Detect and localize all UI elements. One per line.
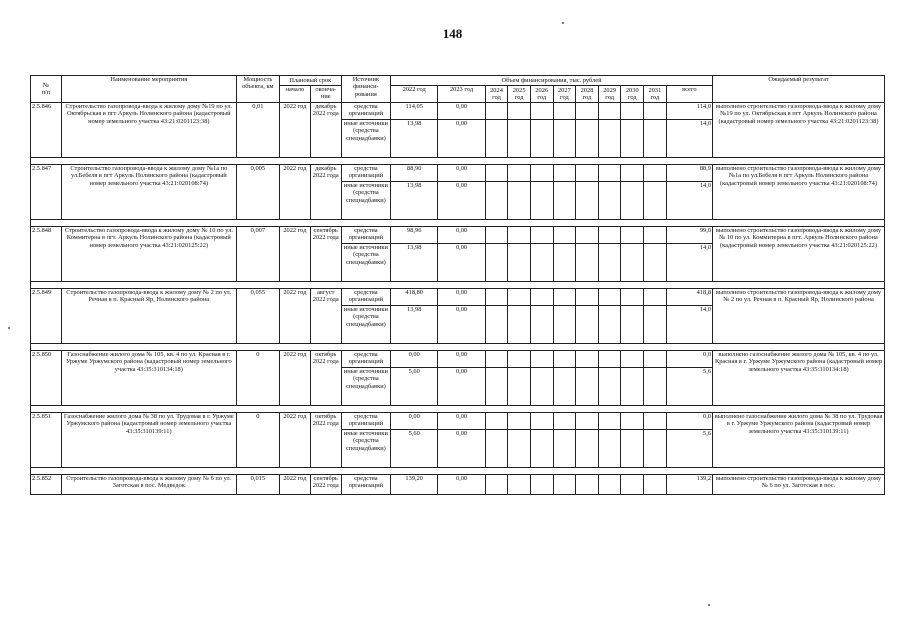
- row-name: Газоснабжение жилого дома № 38 по ул. Трудовая в г. Уржуме Уржумского района (кадастровый номер земельного участка 43:35:310139:11): [61, 413, 236, 468]
- row-result: выполнено строительство газопровода-ввода к жилому дому № 6 по ул. Заготская в пос.: [713, 475, 885, 495]
- row-amount-2022: 13,98: [391, 182, 438, 220]
- row-capacity: 0,055: [236, 289, 279, 344]
- row-end: август 2022 года: [310, 289, 341, 344]
- row-amount-empty: [621, 368, 644, 406]
- row-amount-2023: 0,00: [438, 182, 485, 220]
- row-amount-empty: [553, 244, 576, 282]
- header-year-2022: 2022 год: [391, 86, 438, 103]
- row-total: 14,0: [666, 306, 712, 344]
- row-amount-empty: [485, 368, 508, 406]
- row-amount-empty: [576, 244, 599, 282]
- row-amount-2022: 0,00: [391, 351, 438, 368]
- row-amount-2022: 5,60: [391, 368, 438, 406]
- row-amount-empty: [576, 368, 599, 406]
- row-name: Строительство газопровода-ввода к жилому дому № 10 по ул. Коммитерна в пгт. Аркуль Нолинского района (кадастровый номер земельного участка 43:21:020125:22): [61, 227, 236, 282]
- row-amount-empty: [485, 227, 508, 244]
- row-amount-empty: [621, 227, 644, 244]
- row-source-other: иные источники (средства спецнадбавки): [341, 368, 390, 406]
- row-amount-empty: [485, 413, 508, 430]
- row-amount-empty: [644, 289, 667, 306]
- header-year-2026: 2026 год: [530, 86, 553, 103]
- row-num: 2.5.851: [31, 413, 62, 468]
- row-amount-empty: [621, 103, 644, 120]
- table-row: [31, 413, 885, 430]
- row-amount-2023: 0,00: [438, 227, 485, 244]
- row-total: 14,0: [666, 182, 712, 220]
- row-amount-empty: [644, 351, 667, 368]
- row-amount-empty: [598, 289, 621, 306]
- row-amount-2022: 13,98: [391, 244, 438, 282]
- row-amount-empty: [530, 351, 553, 368]
- row-total: 139,2: [666, 475, 712, 495]
- row-amount-empty: [576, 227, 599, 244]
- row-amount-empty: [576, 430, 599, 468]
- row-total: 5,6: [666, 430, 712, 468]
- row-amount-empty: [553, 306, 576, 344]
- row-capacity: 0,007: [236, 227, 279, 282]
- row-amount-empty: [598, 413, 621, 430]
- row-amount-2022: 139,20: [391, 475, 438, 495]
- row-amount-empty: [485, 165, 508, 182]
- row-num: 2.5.850: [31, 351, 62, 406]
- row-total: 14,0: [666, 120, 712, 158]
- scan-speck: [8, 327, 10, 329]
- row-result: выполнено строительство газопровода-ввода к жилому дому № 10 по ул. Коммитерна в пгт. Аркуль Нолинского района (кадастровый номер земельного участка 43:21:020125:22): [713, 227, 885, 282]
- row-gap: [31, 158, 885, 165]
- row-amount-empty: [530, 430, 553, 468]
- row-amount-empty: [576, 306, 599, 344]
- row-result: выполнено строительство газопровода-ввода к жилому дому № 2 по ул. Речная в п. Красный Яр, Нолинского района: [713, 289, 885, 344]
- row-amount-empty: [598, 475, 621, 495]
- header-term: Плановый срок: [279, 76, 341, 86]
- row-amount-empty: [485, 289, 508, 306]
- row-amount-empty: [553, 182, 576, 220]
- row-amount-empty: [530, 289, 553, 306]
- row-start: 2022 год: [279, 413, 310, 468]
- row-amount-empty: [485, 430, 508, 468]
- row-source-other: иные источники (средства спецнадбавки): [341, 120, 390, 158]
- row-amount-2022: 88,90: [391, 165, 438, 182]
- row-amount-empty: [530, 227, 553, 244]
- row-amount-empty: [508, 306, 531, 344]
- row-amount-empty: [576, 120, 599, 158]
- row-num: 2.5.847: [31, 165, 62, 220]
- row-amount-empty: [553, 103, 576, 120]
- row-end: декабрь 2022 года: [310, 165, 341, 220]
- header-year-2025: 2025 год: [508, 86, 531, 103]
- row-amount-empty: [485, 351, 508, 368]
- header-year-2028: 2028 год: [576, 86, 599, 103]
- row-result: выполнено строительство газопровода-ввода к жилому дому №19 по ул. Октябрьская в пгт Аркуль Нолинского района (кадастровый номер земельного участка 43:21:0201123:38): [713, 103, 885, 158]
- row-amount-empty: [598, 430, 621, 468]
- financing-table: [30, 75, 885, 495]
- header-year-2023: 2023 год: [438, 86, 485, 103]
- row-end: сентябрь 2022 года: [310, 227, 341, 282]
- row-amount-2023: 0,00: [438, 351, 485, 368]
- row-amount-empty: [621, 182, 644, 220]
- row-amount-empty: [644, 120, 667, 158]
- row-amount-empty: [644, 475, 667, 495]
- row-amount-empty: [644, 244, 667, 282]
- row-amount-empty: [598, 227, 621, 244]
- row-amount-empty: [644, 306, 667, 344]
- row-amount-empty: [621, 289, 644, 306]
- row-name: Строительство газопровода-ввода к жилому дому № 6 по ул. Заготская в пос. Медведок: [61, 475, 236, 495]
- row-name: Строительство газопровода-ввода к жилому дому № 2 по ул. Речная в п. Красный Яр, Нолинского района: [61, 289, 236, 344]
- row-amount-empty: [644, 430, 667, 468]
- row-amount-2022: 418,80: [391, 289, 438, 306]
- row-amount-2022: 114,05: [391, 103, 438, 120]
- row-amount-empty: [576, 475, 599, 495]
- row-amount-empty: [553, 165, 576, 182]
- row-total: 5,6: [666, 368, 712, 406]
- row-source-other: иные источники (средства спецнадбавки): [341, 182, 390, 220]
- row-amount-empty: [576, 413, 599, 430]
- row-source-other: иные источники (средства спецнадбавки): [341, 306, 390, 344]
- row-total: 99,0: [666, 227, 712, 244]
- row-total: 88,9: [666, 165, 712, 182]
- row-amount-empty: [530, 182, 553, 220]
- header-capacity: Мощность объекта, км: [236, 76, 279, 103]
- table-body: [31, 103, 885, 495]
- row-amount-empty: [553, 413, 576, 430]
- row-amount-empty: [485, 475, 508, 495]
- row-capacity: 0: [236, 413, 279, 468]
- row-amount-empty: [508, 103, 531, 120]
- table-row: [31, 475, 885, 495]
- row-amount-empty: [644, 368, 667, 406]
- row-amount-2023: 0,00: [438, 430, 485, 468]
- row-end: октябрь 2022 года: [310, 351, 341, 406]
- header-year-2029: 2029 год: [598, 86, 621, 103]
- row-amount-empty: [508, 413, 531, 430]
- row-amount-empty: [598, 182, 621, 220]
- row-amount-empty: [598, 120, 621, 158]
- row-amount-2023: 0,00: [438, 368, 485, 406]
- row-amount-empty: [598, 103, 621, 120]
- row-end: сентябрь 2022 года: [310, 475, 341, 495]
- row-gap: [31, 282, 885, 289]
- page-number: 148: [442, 26, 463, 41]
- row-amount-empty: [576, 103, 599, 120]
- header-source: Источник финанси-рования: [341, 76, 390, 103]
- row-amount-empty: [621, 120, 644, 158]
- row-amount-empty: [530, 475, 553, 495]
- row-amount-empty: [576, 165, 599, 182]
- row-num: 2.5.848: [31, 227, 62, 282]
- row-amount-empty: [530, 120, 553, 158]
- row-result: выполнено строительство газопровода-ввода к жилому дому №1а по ул.Бебеля в пгт Аркуль Нолинского района (кадастровый номер земельного участка 43:21:020108:74): [713, 165, 885, 220]
- row-amount-empty: [576, 289, 599, 306]
- header-year-2031: 2031 год: [644, 86, 667, 103]
- row-source-orgs: средства организаций: [341, 165, 390, 182]
- row-start: 2022 год: [279, 289, 310, 344]
- row-amount-empty: [598, 351, 621, 368]
- row-amount-empty: [553, 368, 576, 406]
- row-amount-empty: [553, 430, 576, 468]
- header-total: всего: [666, 86, 712, 103]
- row-amount-2023: 0,00: [438, 289, 485, 306]
- header-name: Наименование мероприятия: [61, 76, 236, 103]
- header-year-2024: 2024 год: [485, 86, 508, 103]
- row-amount-empty: [598, 165, 621, 182]
- row-result: выполнено газоснабжение жилого дома № 105, кв. 4 по ул. Красная в г. Уржуме Уржумского района (кадастровый номер земельного участка 43:35:310134:18): [713, 351, 885, 406]
- row-gap: [31, 344, 885, 351]
- row-amount-empty: [508, 368, 531, 406]
- row-capacity: 0,01: [236, 103, 279, 158]
- row-amount-empty: [644, 413, 667, 430]
- row-amount-empty: [598, 244, 621, 282]
- row-amount-2023: 0,00: [438, 475, 485, 495]
- row-amount-empty: [644, 103, 667, 120]
- row-amount-empty: [598, 306, 621, 344]
- row-amount-2023: 0,00: [438, 306, 485, 344]
- row-amount-2022: 0,00: [391, 413, 438, 430]
- row-amount-empty: [621, 351, 644, 368]
- row-name: Газоснабжение жилого дома № 105, кв. 4 по ул. Красная в г. Уржуме Уржумского района (кадастровый номер земельного участка 43:35:310134:18): [61, 351, 236, 406]
- row-capacity: 0,005: [236, 165, 279, 220]
- row-num: 2.5.849: [31, 289, 62, 344]
- row-source-orgs: средства организаций: [341, 103, 390, 120]
- scan-speck: [562, 22, 564, 24]
- row-result: выполнено газоснабжение жилого дома № 38 по ул. Трудовая в г. Уржуме Уржумского района (кадастровый номер земельного участка 43:35:310139:11): [713, 413, 885, 468]
- row-end: декабрь 2022 года: [310, 103, 341, 158]
- row-amount-2023: 0,00: [438, 413, 485, 430]
- row-amount-empty: [621, 475, 644, 495]
- row-amount-empty: [576, 351, 599, 368]
- row-source-orgs: средства организаций: [341, 475, 390, 495]
- row-amount-empty: [508, 227, 531, 244]
- row-amount-empty: [644, 182, 667, 220]
- row-amount-empty: [553, 120, 576, 158]
- row-amount-empty: [508, 351, 531, 368]
- header-result: Ожидаемый результат: [713, 76, 885, 103]
- row-source-orgs: средства организаций: [341, 351, 390, 368]
- row-amount-empty: [530, 103, 553, 120]
- row-source-orgs: средства организаций: [341, 413, 390, 430]
- row-capacity: 0: [236, 351, 279, 406]
- row-amount-2023: 0,00: [438, 165, 485, 182]
- header-financing: Объем финансирования, тыс. рублей: [391, 76, 713, 86]
- row-name: Строительство газопровода-ввода к жилому дому №19 по ул. Октябрьская в пгт Аркуль Нолинского района (кадастровый номер земельного участка 43:21:0201123:38): [61, 103, 236, 158]
- row-source-other: иные источники (средства спецнадбавки): [341, 430, 390, 468]
- row-amount-empty: [485, 306, 508, 344]
- row-start: 2022 год: [279, 165, 310, 220]
- row-amount-empty: [598, 368, 621, 406]
- row-start: 2022 год: [279, 475, 310, 495]
- table-row: [31, 103, 885, 120]
- row-amount-empty: [621, 306, 644, 344]
- row-name: Строительство газопровода-ввода к жилому дому №1а по ул.Бебеля в пгт Аркуль Нолинского района (кадастровый номер земельного участка 43:21:020108:74): [61, 165, 236, 220]
- row-amount-empty: [485, 120, 508, 158]
- header-term-end: оконча-ние: [310, 86, 341, 103]
- row-gap: [31, 406, 885, 413]
- row-amount-empty: [485, 103, 508, 120]
- header-num: [31, 76, 62, 103]
- row-start: 2022 год: [279, 227, 310, 282]
- row-source-orgs: средства организаций: [341, 289, 390, 306]
- header-num-sub: п/п: [41, 89, 51, 96]
- row-amount-empty: [508, 475, 531, 495]
- row-total: 14,0: [666, 244, 712, 282]
- row-amount-empty: [621, 244, 644, 282]
- row-amount-empty: [553, 227, 576, 244]
- row-num: 2.5.852: [31, 475, 62, 495]
- row-amount-empty: [508, 165, 531, 182]
- header-year-2027: 2027 год: [553, 86, 576, 103]
- row-end: октябрь 2022 года: [310, 413, 341, 468]
- row-amount-2022: 98,96: [391, 227, 438, 244]
- row-amount-empty: [508, 430, 531, 468]
- row-num: 2.5.846: [31, 103, 62, 158]
- scan-speck: [708, 604, 710, 606]
- row-amount-2022: 13,98: [391, 120, 438, 158]
- header-num-label: №: [42, 81, 49, 89]
- row-gap: [31, 220, 885, 227]
- row-amount-empty: [530, 244, 553, 282]
- row-amount-empty: [508, 289, 531, 306]
- header-year-2030: 2030 год: [621, 86, 644, 103]
- row-amount-empty: [553, 475, 576, 495]
- row-amount-empty: [508, 120, 531, 158]
- row-amount-2023: 0,00: [438, 244, 485, 282]
- row-total: 114,0: [666, 103, 712, 120]
- table-row: [31, 351, 885, 368]
- row-amount-empty: [644, 165, 667, 182]
- row-amount-empty: [553, 351, 576, 368]
- row-amount-empty: [530, 165, 553, 182]
- row-amount-empty: [485, 244, 508, 282]
- row-amount-empty: [530, 368, 553, 406]
- row-amount-empty: [576, 182, 599, 220]
- row-amount-empty: [553, 289, 576, 306]
- row-amount-empty: [621, 165, 644, 182]
- row-start: 2022 год: [279, 351, 310, 406]
- row-gap: [31, 468, 885, 475]
- row-capacity: 0,015: [236, 475, 279, 495]
- row-amount-empty: [530, 306, 553, 344]
- row-total: 0,0: [666, 413, 712, 430]
- row-amount-2022: 13,98: [391, 306, 438, 344]
- row-amount-empty: [508, 182, 531, 220]
- row-total: 418,8: [666, 289, 712, 306]
- row-amount-empty: [621, 413, 644, 430]
- row-amount-2022: 5,60: [391, 430, 438, 468]
- row-total: 0,0: [666, 351, 712, 368]
- table-row: [31, 289, 885, 306]
- row-amount-2023: 0,00: [438, 103, 485, 120]
- row-source-orgs: средства организаций: [341, 227, 390, 244]
- row-amount-empty: [530, 413, 553, 430]
- row-start: 2022 год: [279, 103, 310, 158]
- row-amount-empty: [644, 227, 667, 244]
- row-amount-2023: 0,00: [438, 120, 485, 158]
- row-amount-empty: [508, 244, 531, 282]
- row-amount-empty: [485, 182, 508, 220]
- row-source-other: иные источники (средства спецнадбавки): [341, 244, 390, 282]
- row-amount-empty: [621, 430, 644, 468]
- table-row: [31, 227, 885, 244]
- header-term-start: начало: [279, 86, 310, 103]
- table-row: [31, 165, 885, 182]
